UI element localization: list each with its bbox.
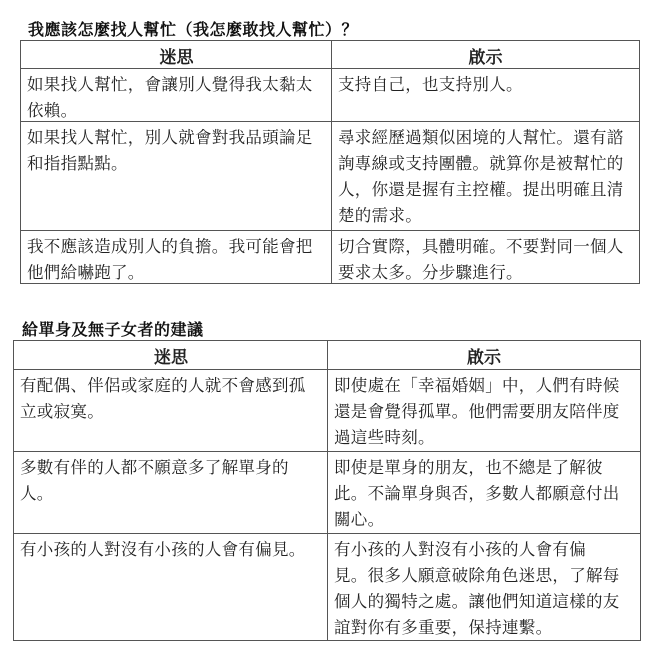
myth-cell [14, 452, 328, 533]
cell-text-line: 和指指點點。 [27, 154, 128, 173]
column-divider [327, 341, 328, 640]
insight-cell [332, 69, 639, 121]
cell-text-line: 此。不論單身與否，多數人都願意付出 [334, 484, 620, 503]
insight-cell [332, 122, 639, 230]
cell-text-line: 即使處在「幸福婚姻」中，人們有時候 [334, 376, 620, 395]
insight-cell [328, 370, 640, 451]
cell-text-line: 即使是單身的朋友，也不總是了解彼 [334, 458, 603, 477]
singles-table [13, 340, 641, 641]
header-insight: 啟示 [467, 348, 501, 368]
header-myth: 迷思 [159, 48, 194, 68]
cell-text-line: 支持自己，也支持別人。 [338, 75, 523, 94]
insight-cell [332, 231, 639, 283]
myth-cell [14, 534, 328, 640]
table-row [21, 121, 639, 230]
cell-text-line: 尋求經歷過類似困境的人幫忙。還有諮 [338, 128, 624, 147]
cell-text-line: 過這些時刻。 [334, 428, 435, 447]
cell-text-line: 要求太多。分步驟進行。 [338, 263, 523, 282]
help-table [20, 40, 640, 284]
myth-cell [14, 370, 328, 451]
insight-cell [328, 534, 640, 640]
table-row [21, 68, 639, 121]
header-insight: 啟示 [468, 48, 503, 68]
cell-text-line: 如果找人幫忙，別人就會對我品頭論足 [27, 128, 313, 147]
cell-text-line: 誼對你有多重要，保持連繫。 [334, 618, 553, 637]
column-divider [331, 41, 332, 283]
myth-cell [21, 231, 332, 283]
cell-text-line: 切合實際，具體明確。不要對同一個人 [338, 237, 624, 256]
header-myth: 迷思 [154, 348, 188, 368]
cell-text-line: 我不應該造成別人的負擔。我可能會把 [27, 237, 313, 256]
cell-text-line: 見。很多人願意破除角色迷思，了解每 [334, 566, 620, 585]
cell-text-line: 如果找人幫忙，會讓別人覺得我太黏太 [27, 75, 313, 94]
cell-text-line: 他們給嚇跑了。 [27, 263, 145, 282]
cell-text-line: 個人的獨特之處。讓他們知道這樣的友 [334, 592, 620, 611]
section1-title: 我應該怎麼找人幫忙（我怎麼敢找人幫忙）？ [28, 20, 359, 39]
cell-text-line: 人，你還是握有主控權。提出明確且清 [338, 180, 624, 199]
table-row [21, 230, 639, 283]
cell-text-line: 人。 [20, 484, 54, 503]
cell-text-line: 關心。 [334, 510, 385, 529]
cell-text-line: 還是會覺得孤單。他們需要朋友陪伴度 [334, 402, 620, 421]
myth-cell [21, 122, 332, 230]
myth-cell [21, 69, 332, 121]
cell-text-line: 有小孩的人對沒有小孩的人會有偏 [334, 540, 586, 559]
table-header-row [21, 41, 639, 68]
cell-text-line: 楚的需求。 [338, 206, 422, 225]
section2-title: 給單身及無子女者的建議 [22, 320, 204, 339]
cell-text-line: 有配偶、伴侶或家庭的人就不會感到孤 [20, 376, 306, 395]
cell-text-line: 立或寂寞。 [20, 402, 104, 421]
cell-text-line: 詢專線或支持團體。就算你是被幫忙的 [338, 154, 624, 173]
insight-cell [328, 452, 640, 533]
cell-text-line: 有小孩的人對沒有小孩的人會有偏見。 [20, 540, 306, 559]
cell-text-line: 多數有伴的人都不願意多了解單身的 [20, 458, 289, 477]
cell-text-line: 依賴。 [27, 101, 78, 120]
